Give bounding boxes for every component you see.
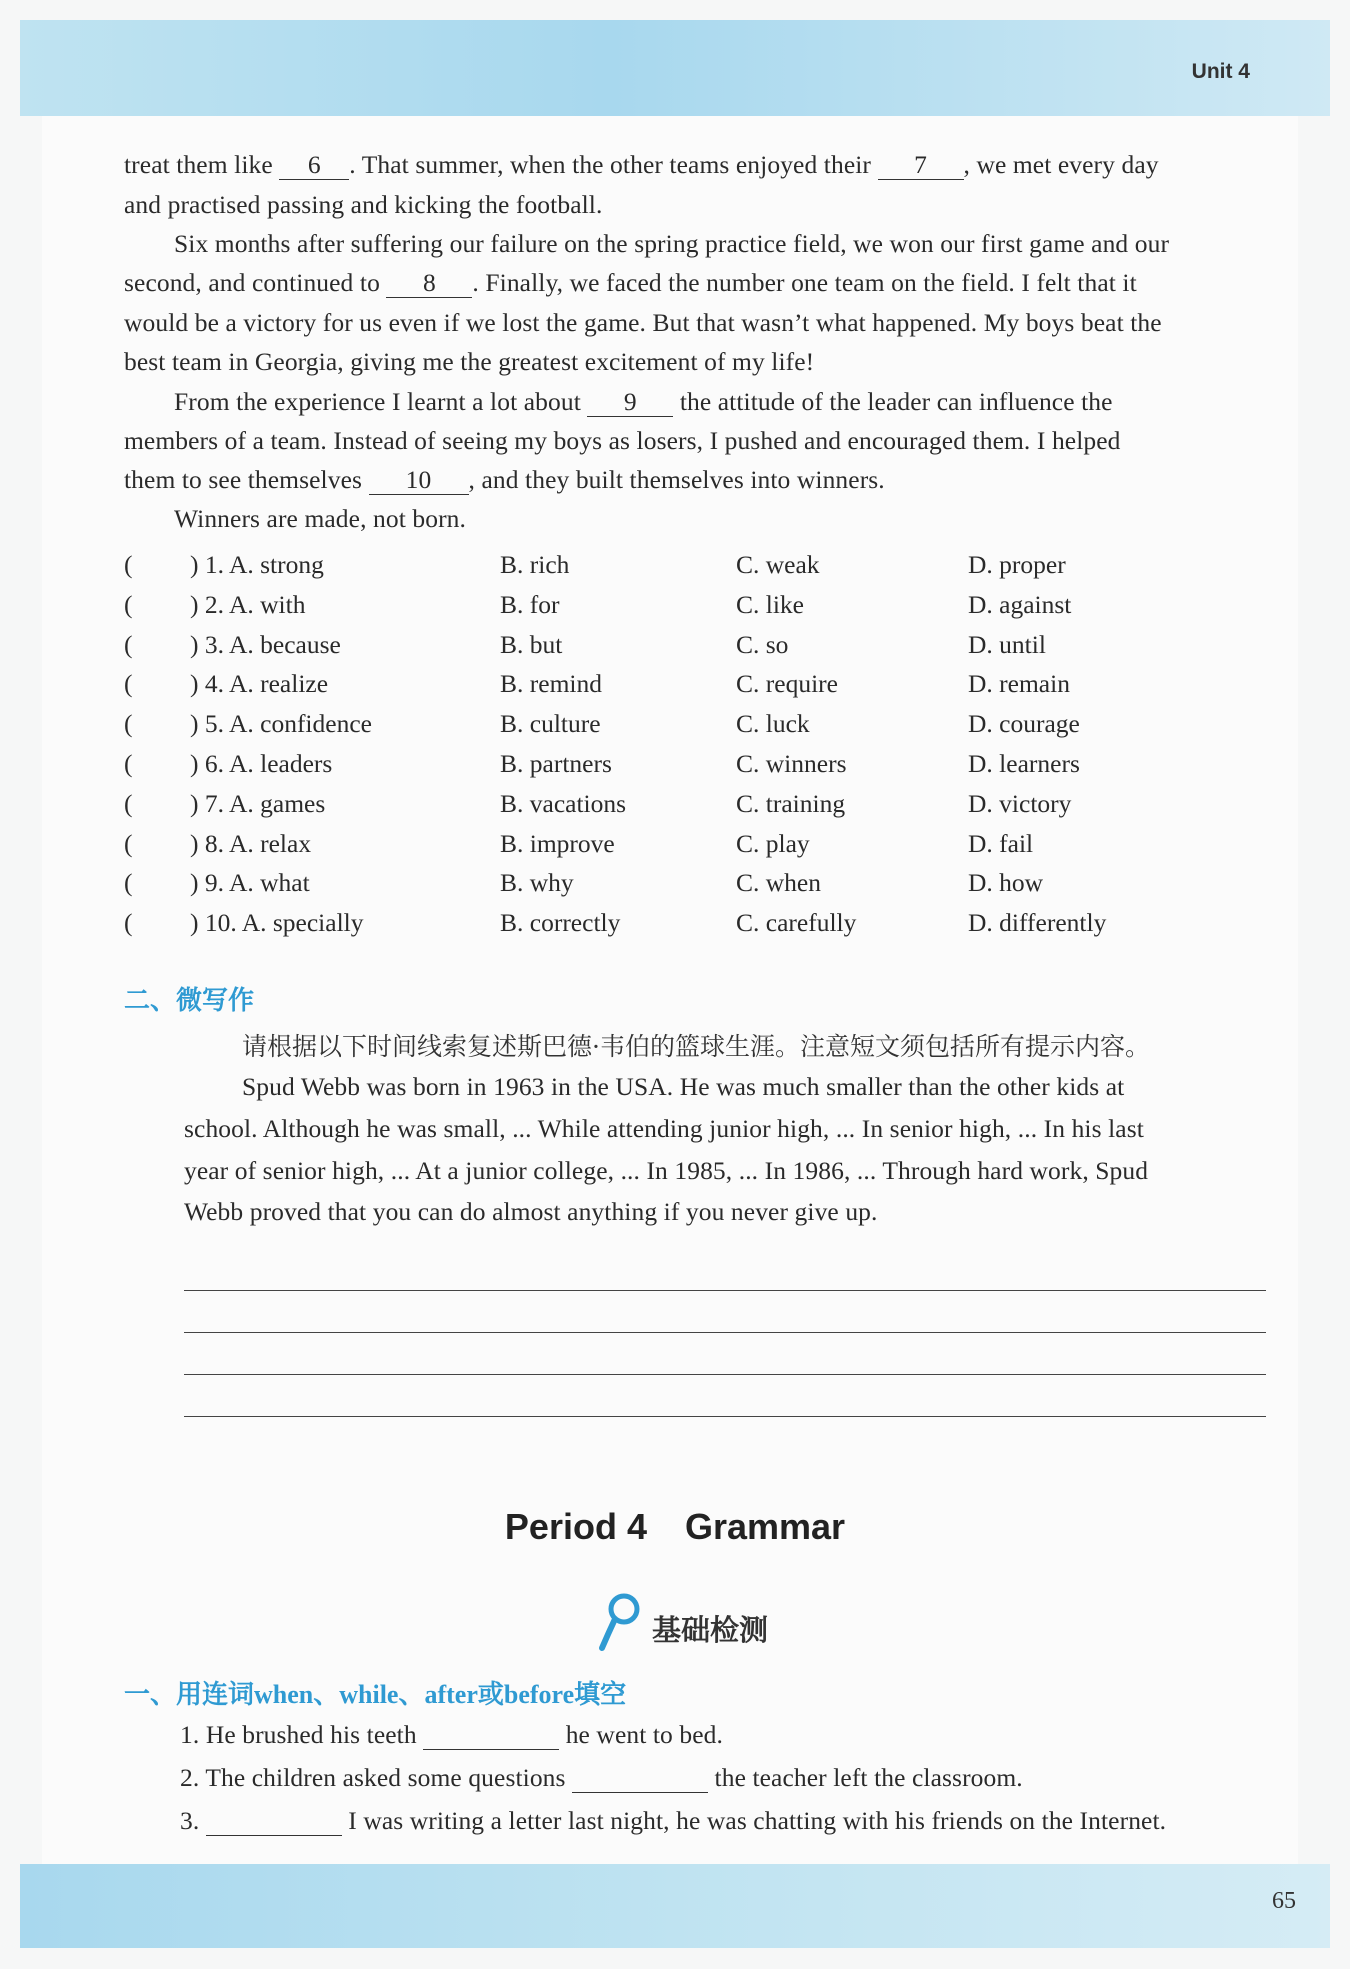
option-b: B. improve [500, 829, 615, 858]
option-c: C. luck [736, 709, 810, 738]
option-d: D. proper [968, 550, 1066, 579]
answer-paren[interactable]: ( [124, 590, 133, 619]
option-d: D. remain [968, 669, 1070, 698]
writing-instruction: 请根据以下时间线索复述斯巴德·韦伯的篮球生涯。注意短文须包括所有提示内容。 [242, 1032, 1150, 1061]
question-stem-option-a: ) 3. A. because [190, 630, 341, 659]
section-heading-micro-writing: 二、微写作 [124, 986, 255, 1016]
option-b: B. remind [500, 669, 602, 698]
option-c: C. training [736, 789, 846, 818]
page-number: 65 [1272, 1888, 1296, 1914]
option-b: B. culture [500, 709, 601, 738]
header-band [20, 20, 1330, 116]
grammar-question: 2. The children asked some questions the teacher left the classroom. [180, 1763, 1023, 1792]
passage-line: would be a victory for us even if we lost the game. But that wasn’t what happened. My boys beat the [124, 308, 1162, 337]
answer-paren[interactable]: ( [124, 908, 133, 937]
blank-8[interactable]: 8 [386, 270, 472, 298]
option-d: D. fail [968, 829, 1034, 858]
answer-paren[interactable]: ( [124, 630, 133, 659]
option-c: C. so [736, 630, 789, 659]
blank-9[interactable]: 9 [587, 389, 673, 417]
question-stem-option-a: ) 7. A. games [190, 789, 326, 818]
option-b: B. but [500, 630, 563, 659]
grammar-blank-1[interactable] [423, 1722, 559, 1750]
grammar-question: 1. He brushed his teeth he went to bed. [180, 1720, 723, 1749]
option-d: D. how [968, 868, 1044, 897]
answer-line[interactable] [184, 1332, 1266, 1333]
question-stem-option-a: ) 10. A. specially [190, 908, 364, 937]
option-c: C. winners [736, 749, 847, 778]
blank-6[interactable]: 6 [279, 152, 349, 180]
option-d: D. learners [968, 749, 1080, 778]
footer-band [20, 1864, 1330, 1948]
option-d: D. differently [968, 908, 1107, 937]
answer-paren[interactable]: ( [124, 789, 133, 818]
passage-line: members of a team. Instead of seeing my boys as losers, I pushed and encouraged them. I helped [124, 426, 1121, 455]
question-stem-option-a: ) 6. A. leaders [190, 749, 333, 778]
passage-line: Six months after suffering our failure on the spring practice field, we won our first game and our [174, 229, 1170, 258]
option-b: B. rich [500, 550, 570, 579]
answer-paren[interactable]: ( [124, 709, 133, 738]
answer-line[interactable] [184, 1290, 1266, 1291]
question-stem-option-a: ) 8. A. relax [190, 829, 312, 858]
writing-prompt-line: Webb proved that you can do almost anything if you never give up. [184, 1197, 878, 1226]
option-b: B. correctly [500, 908, 621, 937]
passage-line: Winners are made, not born. [174, 504, 466, 533]
option-c: C. like [736, 590, 804, 619]
grammar-blank-3[interactable] [206, 1808, 342, 1836]
answer-paren[interactable]: ( [124, 550, 133, 579]
magnifier-icon [596, 1592, 644, 1652]
answer-paren[interactable]: ( [124, 868, 133, 897]
option-b: B. why [500, 868, 574, 897]
option-b: B. for [500, 590, 560, 619]
blank-10[interactable]: 10 [369, 467, 469, 495]
grammar-question: 3. I was writing a letter last night, he was chatting with his friends on the Internet. [180, 1806, 1167, 1835]
answer-line[interactable] [184, 1374, 1266, 1375]
option-c: C. carefully [736, 908, 857, 937]
passage-line: treat them like 6 . That summer, when the other teams enjoyed their 7 , we met every day [124, 150, 1159, 179]
option-d: D. courage [968, 709, 1080, 738]
option-d: D. against [968, 590, 1072, 619]
answer-paren[interactable]: ( [124, 829, 133, 858]
blank-7[interactable]: 7 [878, 152, 964, 180]
question-stem-option-a: ) 1. A. strong [190, 550, 324, 579]
question-stem-option-a: ) 5. A. confidence [190, 709, 372, 738]
basic-check-title: 基础检测 [652, 1613, 769, 1647]
option-c: C. when [736, 868, 821, 897]
question-stem-option-a: ) 4. A. realize [190, 669, 329, 698]
option-c: C. weak [736, 550, 820, 579]
answer-paren[interactable]: ( [124, 669, 133, 698]
question-stem-option-a: ) 9. A. what [190, 868, 310, 897]
passage-line: second, and continued to 8 . Finally, we faced the number one team on the field. I felt that it [124, 268, 1137, 297]
option-b: B. partners [500, 749, 612, 778]
grammar-blank-2[interactable] [572, 1765, 708, 1793]
option-c: C. require [736, 669, 838, 698]
passage-line: them to see themselves 10 , and they built themselves into winners. [124, 465, 885, 494]
section-heading-grammar: 一、用连词when、while、after或before填空 [124, 1680, 627, 1709]
option-c: C. play [736, 829, 810, 858]
passage-line: and practised passing and kicking the football. [124, 190, 603, 219]
answer-paren[interactable]: ( [124, 749, 133, 778]
passage-line: best team in Georgia, giving me the greatest excitement of my life! [124, 347, 815, 376]
passage-line: From the experience I learnt a lot about 9 the attitude of the leader can influence the [174, 387, 1113, 416]
option-d: D. until [968, 630, 1046, 659]
option-b: B. vacations [500, 789, 627, 818]
writing-prompt-line: year of senior high, ... At a junior college, ... In 1985, ... In 1986, ... Through hard work, Spud [184, 1156, 1149, 1185]
question-stem-option-a: ) 2. A. with [190, 590, 306, 619]
answer-line[interactable] [184, 1416, 1266, 1417]
option-d: D. victory [968, 789, 1072, 818]
writing-prompt-line: Spud Webb was born in 1963 in the USA. He was much smaller than the other kids at [242, 1072, 1125, 1101]
period-title: Period 4 Grammar [504, 1506, 846, 1547]
writing-prompt-line: school. Although he was small, ... While attending junior high, ... In senior high, ... In his last [184, 1114, 1144, 1143]
unit-label: Unit 4 [1191, 60, 1250, 83]
